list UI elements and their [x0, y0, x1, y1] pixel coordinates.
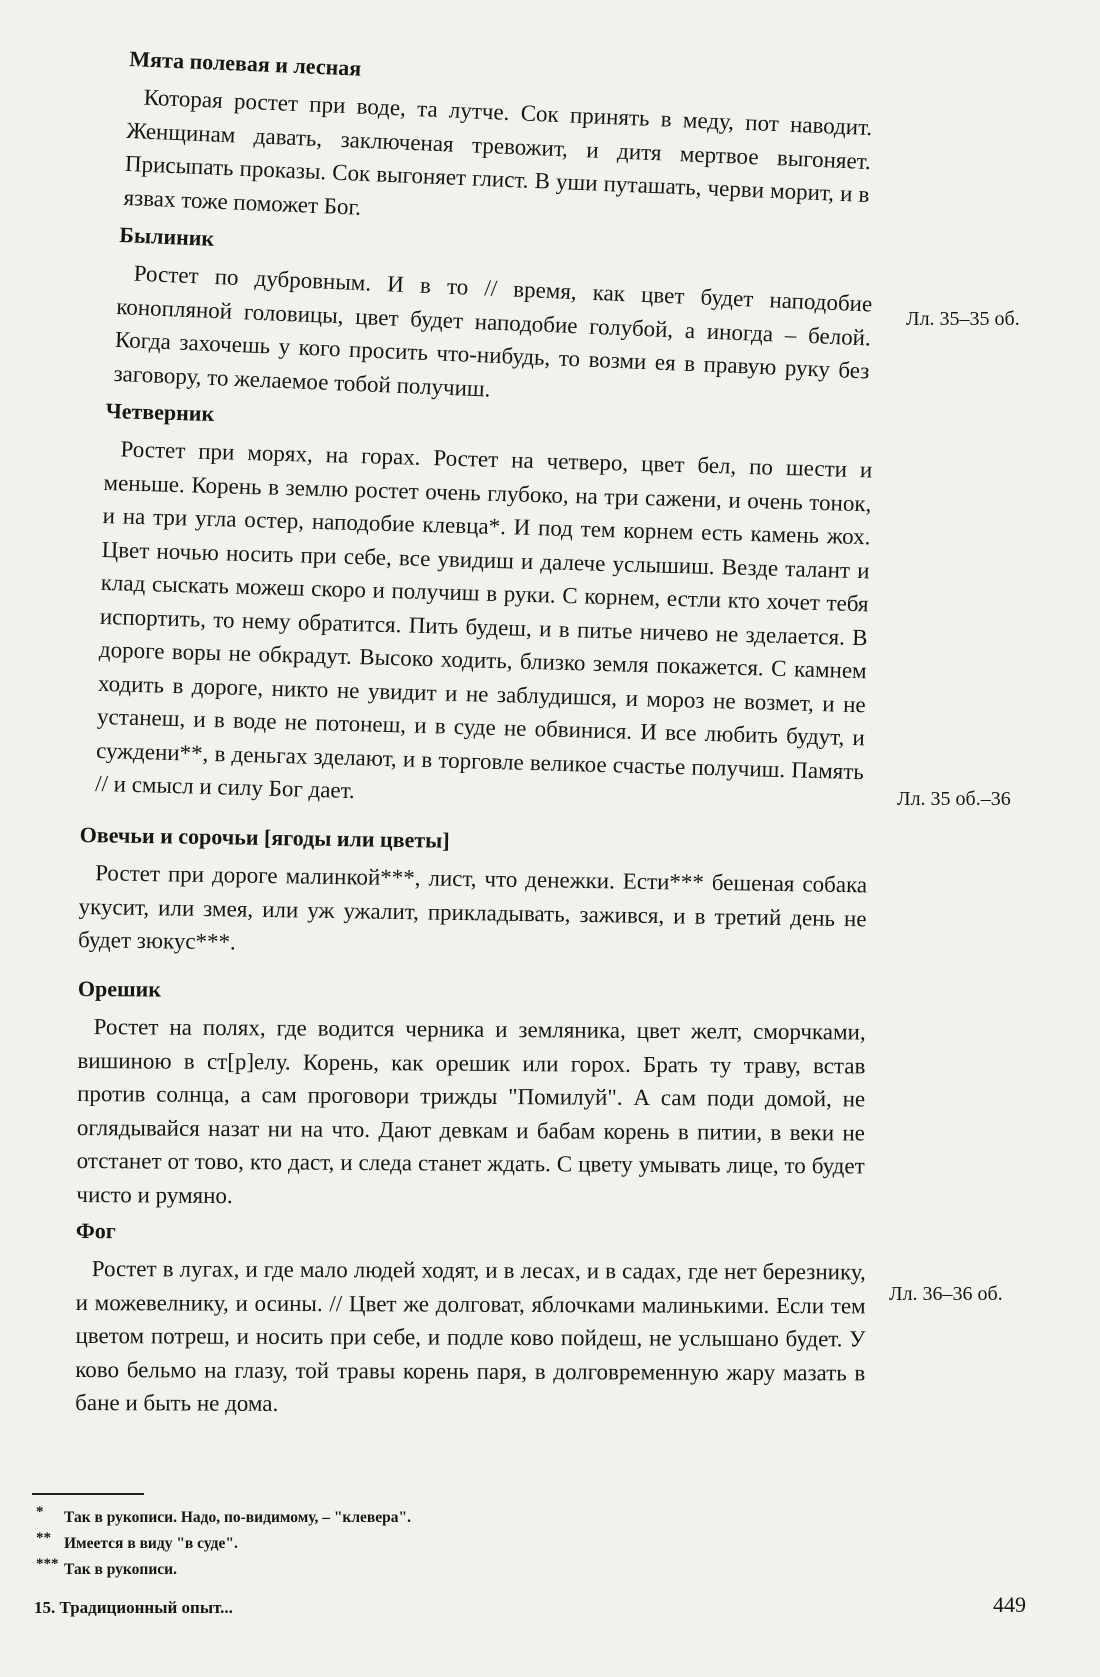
margin-note-folio: Лл. 35–35 об. — [906, 308, 1020, 330]
margin-note-folio: Лл. 36–36 об. — [889, 1283, 1003, 1305]
footnote-item — [36, 1505, 736, 1531]
section-text: Которая ростет при воде, та лутче. Сок принять в меду, пот наводит. Женщинам давать, заключеная тревожит, и дитя мертвое выгоняет. Присыпать проказы. Сок выгоняет глист. В уши путашать, черви морит, и в язвах тоже поможет Бог. — [123, 85, 873, 220]
footnote-item — [36, 1531, 736, 1557]
footnote-text: Так в рукописи. — [64, 1561, 177, 1578]
signature-mark: 15. Традиционный опыт... — [34, 1598, 233, 1617]
section-heading: Овечьи и сорочьи [ягоды или цветы] — [79, 822, 450, 853]
section-myata — [123, 46, 874, 245]
section-chetvernik — [95, 398, 874, 822]
footnote-mark: *** — [36, 1556, 59, 1572]
section-fog — [75, 1218, 866, 1423]
section-text: Ростет на полях, где водится черника и земляника, цвет желт, сморчками, вишиною в ст[р]елу. Корень, как орешик или горох. Брать ту траву, встав против солнца, а сам проговори трижды "Помилуй". А сам поди домой, не оглядывайся назат ни на что. Дают девкам и бабам корень в питии, в веки не отстанет от тово, кто даст, и следа станет ждать. С цвету умывать лице, то будет чисто и румяно. — [76, 1014, 866, 1208]
footnote-text: Имеется в виду "в суде". — [64, 1535, 238, 1552]
section-text: Ростет при дороге малинкой***, лист, что денежки. Ести*** бешеная собака укусит, или змея, или уж ужалит, прикладывать, зажився, и в третий день не будет зюкус***. — [77, 860, 868, 955]
section-heading: Былиник — [118, 222, 215, 251]
section-heading: Фог — [75, 1218, 116, 1244]
section-text: Ростет в лугах, и где мало людей ходят, и в лесах, и в садах, где нет березнику, и можевелнику, и осины. // Цвет же долговат, яблочками малинькими. Если тем цветом потреш, и носить при себе, и подле ково пойдеш, не услышано будет. У ково бельмо на глазу, той травы корень паря, в долговременную жару мазать в бане и быть не дома. — [75, 1256, 866, 1417]
section-ovechi — [78, 822, 868, 969]
footnote-divider — [32, 1493, 144, 1495]
footnote-text: Так в рукописи. Надо, по-видимому, – "клевера". — [64, 1509, 412, 1526]
footnote-mark: * — [36, 1504, 44, 1520]
section-text: Ростет по дубровным. И в то // время, как цвет будет наподобие конопляной головицы, цвет будет наподобие голубой, а иногда – белой. Когда захочешь у кого просить что-нибудь, то возми ея в правую руку без заговору, то желаемое тобой получиш. — [113, 261, 873, 402]
section-heading: Четверник — [105, 398, 215, 427]
section-oreshik — [76, 976, 866, 1217]
page-number: 449 — [993, 1592, 1026, 1617]
margin-note-folio: Лл. 35 об.–36 — [897, 788, 1011, 810]
section-heading: Мята полевая и лесная — [128, 46, 362, 81]
section-text: Ростет при морях, на горах. Ростет на четверо, цвет бел, по шести и меньше. Корень в землю ростет очень глубоко, на три сажени, и очень тонок, и на три угла остер, наподобие клевца*. И под тем корнем есть камень жох. Цвет ночью носить при себе, все увидиш и далече услышиш. Везде талант и клад сыскать можеш скоро и получиш в руки. С корнем, естли кто хочет тебя испортить, то нему обратится. Пить будеш, и в питье ничево не зделается. В дороге воры не обкрадут. Высоко ходить, близко земля покажется. С камнем ходить в дороге, никто не увидит и не заблудишся, и мороз не возмет, и не устанеш, и в воде не потонеш, и в суде не обвинися. И все любить будут, и суждени**, в деньгах зделают, и в торговле великое счастье получиш. Память // и смысл и силу Бог дает. — [94, 436, 873, 804]
footnote-item — [36, 1557, 736, 1583]
section-bylinik — [113, 222, 874, 422]
footnote-mark: ** — [36, 1530, 51, 1546]
footnotes — [36, 1505, 736, 1583]
section-heading: Орешик — [77, 976, 162, 1002]
